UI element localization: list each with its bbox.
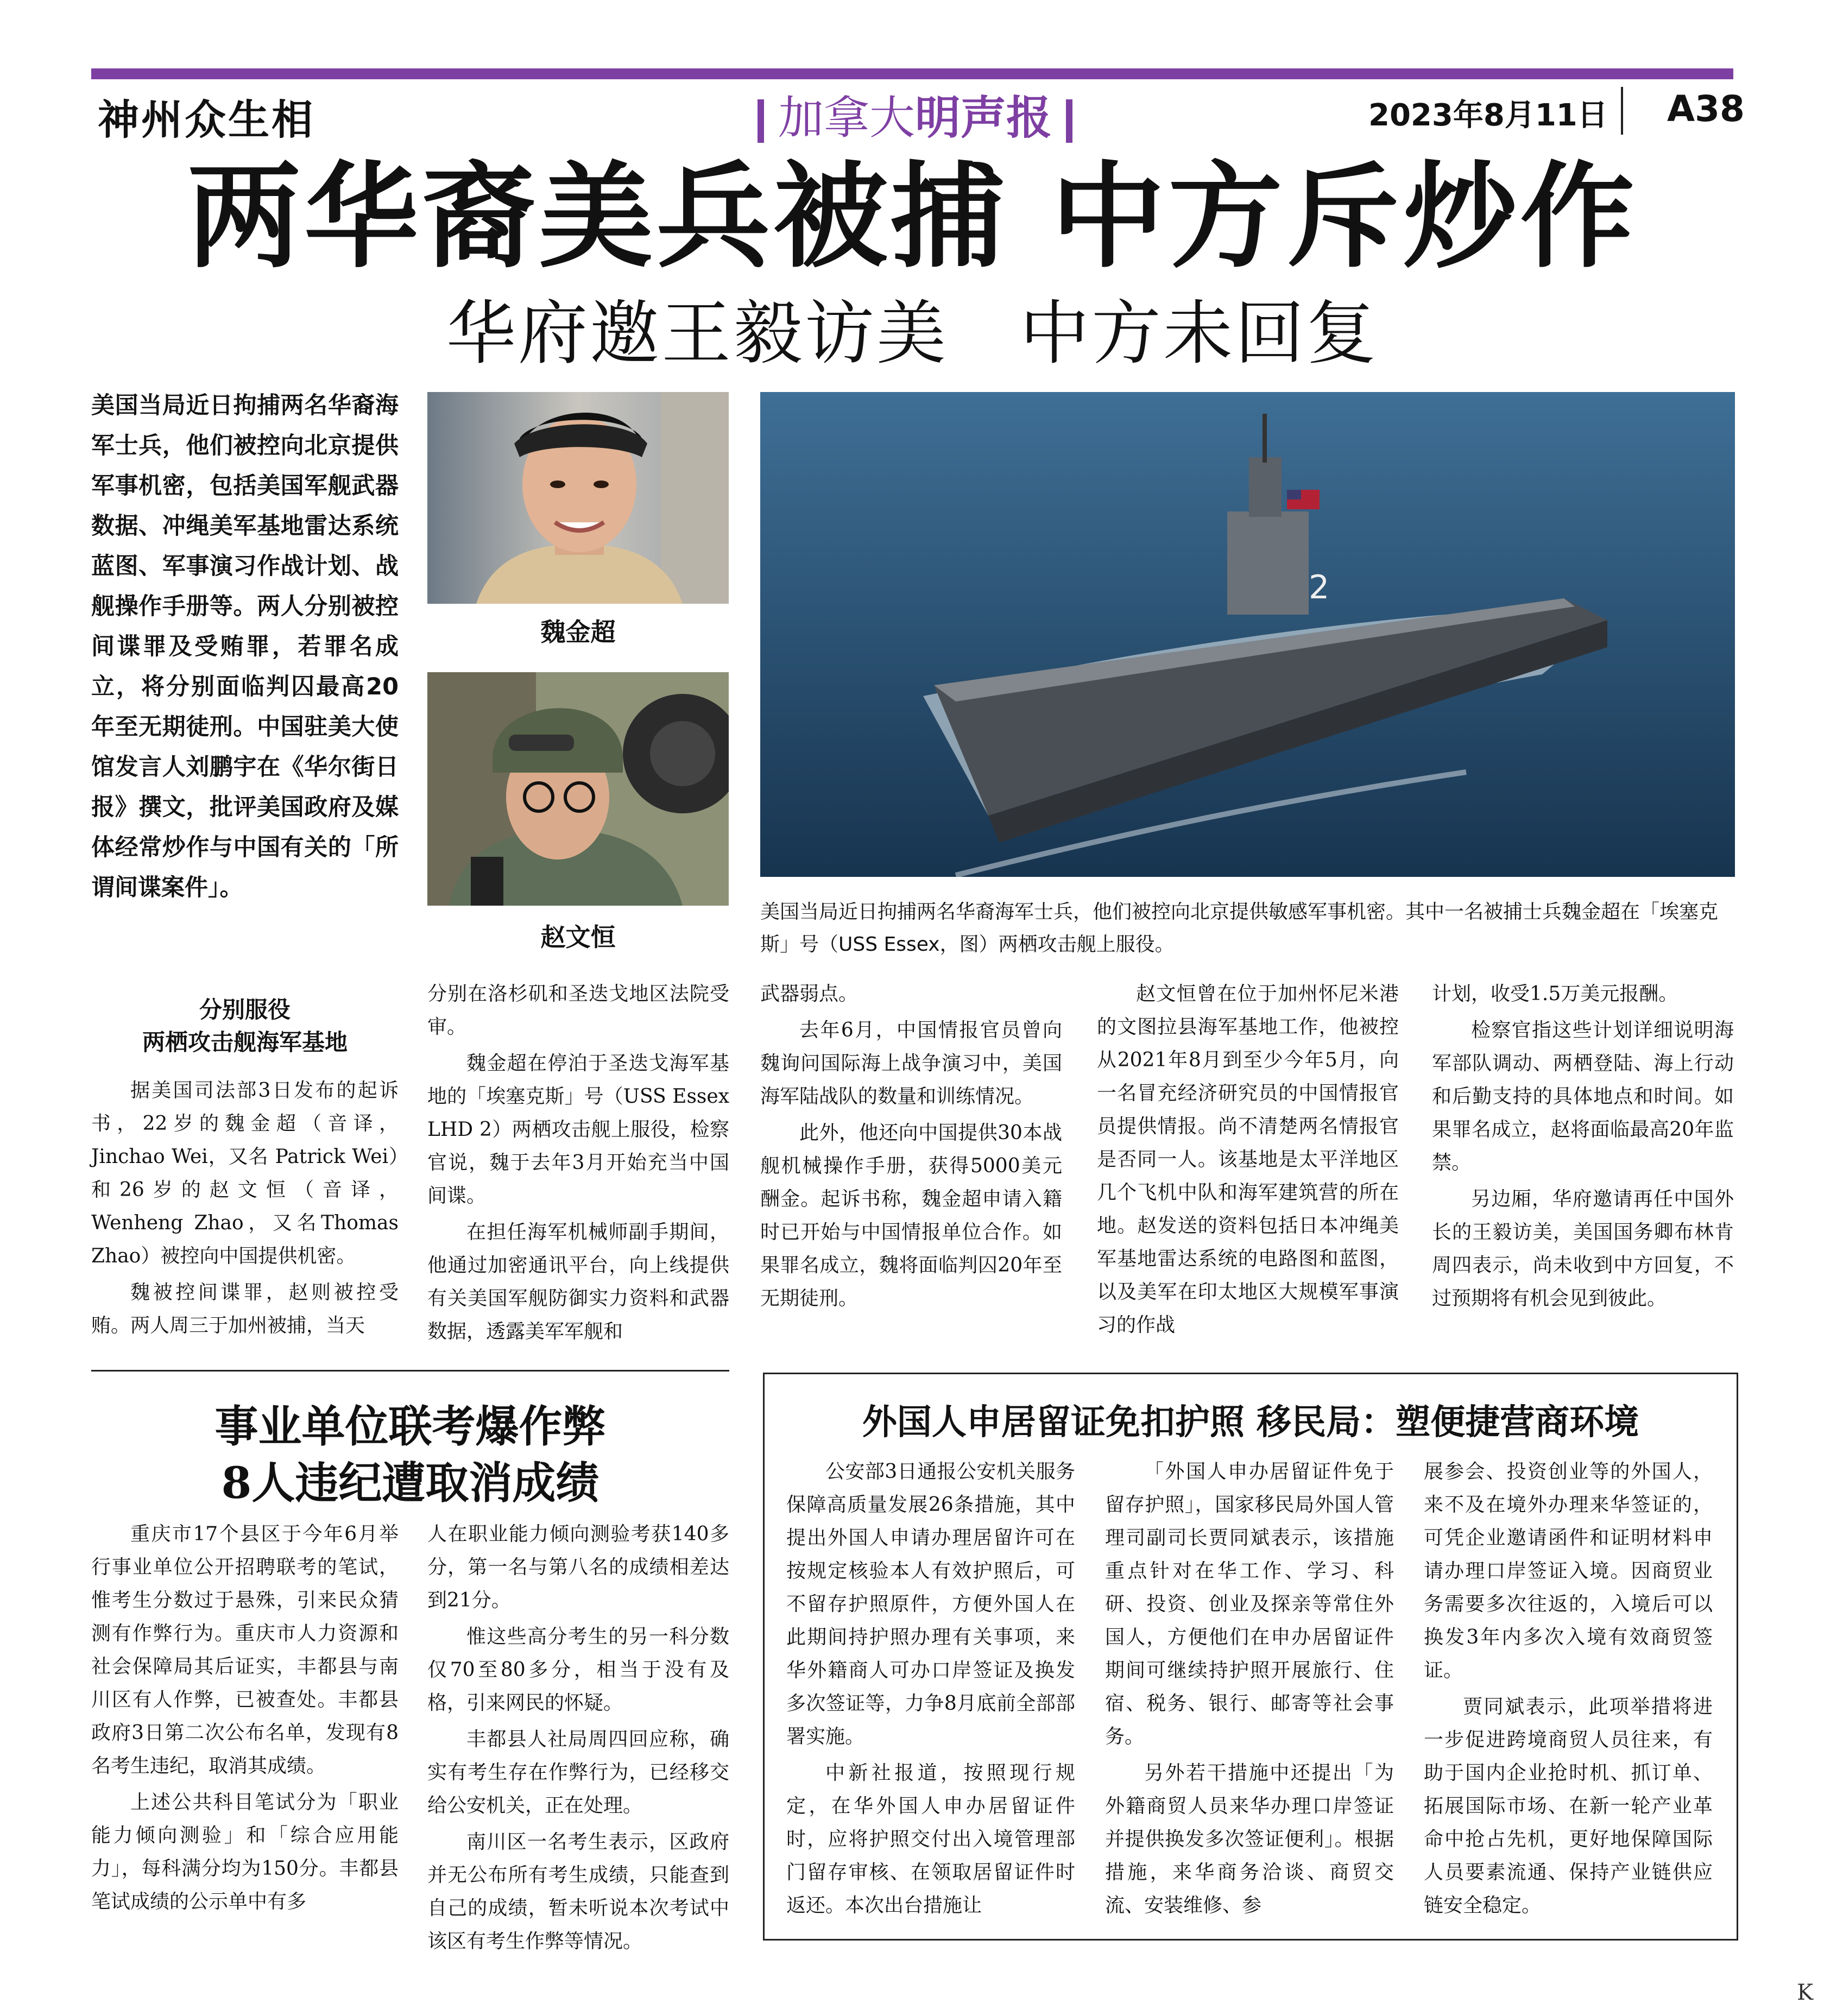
paragraph: 分别在洛杉矶和圣迭戈地区法院受审。 xyxy=(427,983,729,1038)
story1-subheading xyxy=(91,994,399,1059)
portrait-name-wei: 魏金超 xyxy=(540,617,616,647)
page-number: A38 xyxy=(1667,88,1745,130)
sub-headline: 华府邀王毅访美 中方未回复 xyxy=(446,293,1378,374)
masthead-region: 加拿大 xyxy=(778,91,915,144)
story3-headline: 外国人申居留证免扣护照 移民局：塑便捷营商环境 xyxy=(862,1402,1639,1443)
portrait-wei-image xyxy=(427,392,729,604)
header-separator xyxy=(1621,87,1623,135)
paragraph: 检察官指这些计划详细说明海军部队调动、两栖登陆、海上行动和后勤支持的具体地点和时间。如果罪名成立，赵将面临最高20年监禁。 xyxy=(1432,1019,1734,1174)
ship-photo xyxy=(760,392,1735,877)
story2-top-rule xyxy=(91,1370,729,1372)
portrait-name-zhao: 赵文恒 xyxy=(540,922,616,952)
paragraph: 上述公共科目笔试分为「职业能力倾向测验」和「综合应用能力」，每科满分均为150分。丰都县笔试成绩的公示单中有多 xyxy=(91,1791,399,1913)
story3-column-3 xyxy=(1424,1455,1713,1925)
issue-date: 2023年8月11日 xyxy=(1368,98,1608,133)
section-title: 神州众生相 xyxy=(98,96,315,144)
paragraph: 人在职业能力倾向测验考获140多分，第一名与第八名的成绩相差达到21分。 xyxy=(427,1523,729,1611)
lead-paragraph: 美国当局近日拘捕两名华裔海军士兵，他们被控向北京提供军事机密，包括美国军舰武器数据、冲绳美军基地雷达系统蓝图、军事演习作战计划、战舰操作手册等。两人分别被控间谍罪及受贿罪，若罪名成立，将分别面临判囚最高20年至无期徒刑。中国驻美大使馆发言人刘鹏宇在《华尔街日报》撰文，批评美国政府及媒体经常炒作与中国有关的「所谓间谍案件」。 xyxy=(91,392,399,901)
masthead xyxy=(739,81,1091,147)
portrait-photo-zhao xyxy=(427,672,729,906)
paragraph: 重庆市17个县区于今年6月举行事业单位公开招聘联考的笔试，惟考生分数过于悬殊，引来民众猜测有作弊行为。重庆市人力资源和社会保障局其后证实，丰都县与南川区有人作弊，已被查处。丰都县政府3日第二次公布名单，发现有8名考生违纪，取消其成绩。 xyxy=(91,1523,399,1777)
story1-column-1 xyxy=(91,1074,399,1345)
corner-mark: K xyxy=(1797,1980,1813,2005)
paragraph: 计划，收受1.5万美元报酬。 xyxy=(1432,983,1678,1005)
paragraph: 魏被控间谍罪，赵则被控受贿。两人周三于加州被捕，当天 xyxy=(91,1281,399,1337)
paragraph: 另外若干措施中还提出「为外籍商贸人员来华办理口岸签证并提供换发多次签证便利」。根据措施，来华商务洽谈、商贸交流、安装维修、参 xyxy=(1105,1762,1394,1917)
paragraph: 贾同斌表示，此项举措将进一步促进跨境商贸人员往来，有助于国内企业抢时机、抓订单、拓展国际市场、在新一轮产业革命中抢占先机，更好地保障国际人员要素流通、保持产业链供应链安全稳定。 xyxy=(1424,1696,1713,1917)
uss-essex-image xyxy=(760,392,1735,877)
masthead-bar-right xyxy=(1066,99,1072,143)
paragraph: 赵文恒曾在位于加州怀尼米港的文图拉县海军基地工作，他被控从2021年8月到至少今年5月，向一名冒充经济研究员的中国情报官员提供情报。尚不清楚两名情报官是否同一人。该基地是太平洋地区几个飞机中队和海军建筑营的所在地。赵发送的资料包括日本冲绳美军基地雷达系统的电路图和蓝图，以及美军在印太地区大规模军事演习的作战 xyxy=(1097,983,1399,1336)
paragraph: 据美国司法部3日发布的起诉书，22岁的魏金超（音译，Jinchao Wei，又名 Patrick Wei）和26岁的赵文恒（音译，Wenheng Zhao，又名Thomas Zhao）被控向中国提供机密。 xyxy=(91,1079,399,1267)
paragraph: 丰都县人社局周四回应称，确实有考生存在作弊行为，已经移交给公安机关，正在处理。 xyxy=(427,1728,729,1817)
paragraph: 「外国人申办居留证件免于留存护照」，国家移民局外国人管理司副司长贾同斌表示，该措施重点针对在华工作、学习、科研、投资、创业及探亲等常住外国人，方便他们在申办居留证件期间可继续持护照开展旅行、住宿、税务、银行、邮寄等社会事务。 xyxy=(1105,1461,1394,1748)
paragraph: 在担任海军机械师副手期间，他通过加密通讯平台，向上线提供有关美国军舰防御实力资料和武器数据，透露美军军舰和 xyxy=(427,1221,729,1343)
paragraph: 武器弱点。 xyxy=(760,983,859,1005)
story2-headline xyxy=(91,1398,729,1511)
ship-photo-caption: 美国当局近日拘捕两名华裔海军士兵，他们被控向北京提供敏感军事机密。其中一名被捕士兵魏金超在「埃塞克斯」号（USS Essex，图）两栖攻击舰上服役。 xyxy=(760,901,1719,956)
story1-subheading-line2: 两栖攻击舰海军基地 xyxy=(142,1029,348,1056)
paragraph: 此外，他还向中国提供30本战舰机械操作手册，获得5000美元酬金。起诉书称，魏金超申请入籍时已开始与中国情报单位合作。如果罪名成立，魏将面临判囚20年至无期徒刑。 xyxy=(760,1122,1062,1310)
paragraph: 魏金超在停泊于圣迭戈海军基地的「埃塞克斯」号（USS Essex LHD 2）两栖攻击舰上服役，检察官说，魏于去年3月开始充当中国间谍。 xyxy=(427,1052,729,1207)
paragraph: 南川区一名考生表示，区政府并无公布所有考生成绩，只能查到自己的成绩，暂未听说本次考试中该区有考生作弊等情况。 xyxy=(427,1831,729,1952)
portrait-photo-wei xyxy=(427,392,729,604)
story2-column-2 xyxy=(427,1518,729,1961)
paragraph: 去年6月，中国情报官员曾向魏询问国际海上战争演习中，美国海军陆战队的数量和训练情况。 xyxy=(760,1019,1062,1108)
paragraph: 惟这些高分考生的另一科分数仅70至80多分，相当于没有及格，引来网民的怀疑。 xyxy=(427,1626,729,1714)
story3-column-1 xyxy=(786,1455,1075,1925)
story1-column-2 xyxy=(427,977,729,1351)
masthead-bar-left xyxy=(758,99,764,143)
main-headline: 两华裔美兵被捕 中方斥炒作 xyxy=(187,150,1638,283)
paragraph: 中新社报道，按照现行规定，在华外国人申办居留证件时，应将护照交付出入境管理部门留存审核、在领取居留证件时返还。本次出台措施让 xyxy=(786,1762,1075,1917)
paragraph: 展参会、投资创业等的外国人，来不及在境外办理来华签证的，可凭企业邀请函件和证明材料申请办理口岸签证入境。因商贸业务需要多次往返的，入境后可以换发3年内多次入境有效商贸签证。 xyxy=(1424,1461,1713,1682)
hull-number: 2 xyxy=(1309,568,1330,606)
paragraph: 另边厢，华府邀请再任中国外长的王毅访美，美国国务卿布林肯周四表示，尚未收到中方回复，不过预期将有机会见到彼此。 xyxy=(1432,1188,1734,1310)
story2-headline-line2: 8人违纪遭取消成绩 xyxy=(221,1457,599,1508)
story1-subheading-line1: 分别服役 xyxy=(199,996,291,1023)
story1-column-4 xyxy=(1097,977,1399,1345)
story1-column-3 xyxy=(760,977,1062,1318)
story2-column-1 xyxy=(91,1518,399,1922)
story2-headline-line1: 事业单位联考爆作弊 xyxy=(214,1401,606,1452)
portrait-zhao-image xyxy=(427,672,729,906)
paragraph: 公安部3日通报公安机关服务保障高质量发展26条措施，其中提出外国人申请办理居留许可在按规定核验本人有效护照后，可不留存护照原件，方便外国人在此期间持护照办理有关事项，来华外籍商人可办口岸签证及换发多次签证等，力争8月底前全部部署实施。 xyxy=(786,1461,1075,1748)
top-accent-bar xyxy=(91,68,1733,79)
story1-column-5 xyxy=(1432,977,1734,1318)
story3-column-2 xyxy=(1105,1455,1394,1925)
masthead-name: 明声报 xyxy=(915,91,1052,144)
